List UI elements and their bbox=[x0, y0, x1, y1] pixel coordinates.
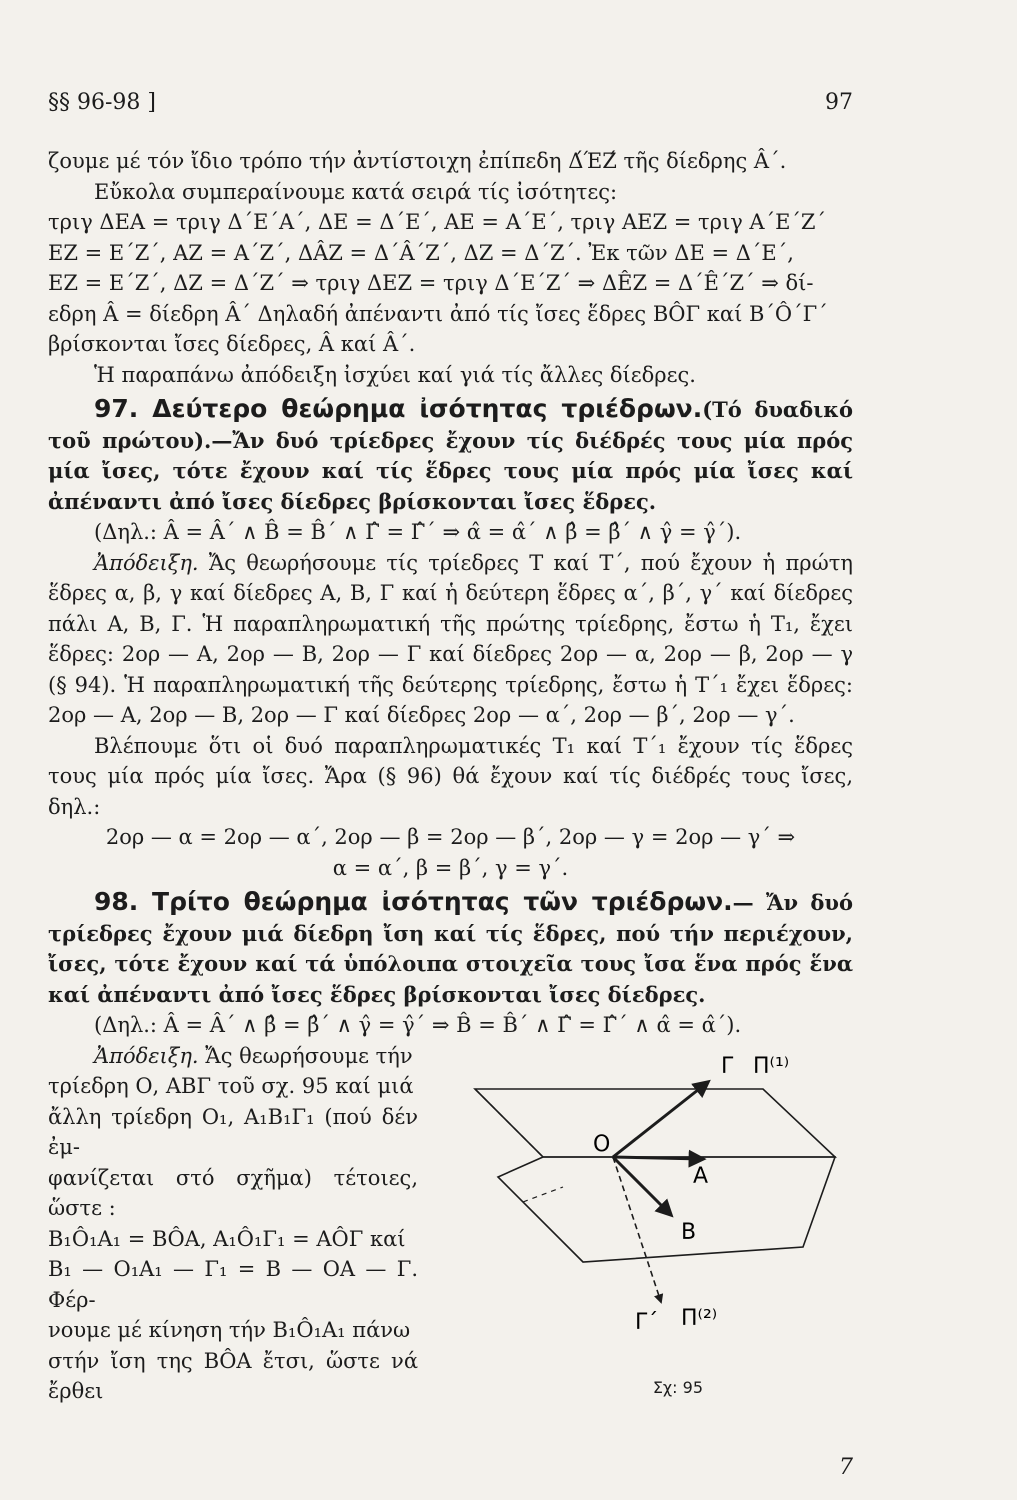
page-body bbox=[48, 146, 853, 1407]
label-p2: Π⁽²⁾ bbox=[681, 1305, 718, 1331]
label-g-prime: Γ΄ bbox=[635, 1309, 659, 1335]
proof-line: φανίζεται στό σχῆμα) τέτοιες, ὥστε : bbox=[48, 1165, 418, 1220]
theorem-97 bbox=[48, 394, 853, 517]
proof-text: Ἄς θεωρήσουμε τίς τρίεδρες Τ καί Τ΄, πού ἔχουν ἡ πρώτη ἕδρες α, β, γ καί δίεδρες Α, Β, Γ καί ἡ δεύτερη ἕδρες α΄, β΄, γ΄ καί δίεδρες πάλι Α, Β, Γ. Ἡ παραπληρωματική τῆς πρώτης τρίεδρης, ἔστω ἡ Τ₁, ἔχει ἕδρες: 2ορ — Α, 2ορ — Β, 2ορ — Γ καί δίεδρες 2ορ — α, 2ορ — β, 2ορ — γ (§ 94). Ἡ παραπληρωματική τῆς δεύτερης τρίεδρης, ἔστω ἡ Τ΄₁ ἔχει ἕδρες: 2ορ — Α, 2ορ — Β, 2ορ — Γ καί δίεδρες 2ορ — α΄, 2ορ — β΄, 2ορ — γ΄. bbox=[48, 550, 853, 727]
formula-97: (Δηλ.: Â = Â΄ ∧ B̂ = B̂΄ ∧ Γ̂ = Γ̂΄ ⇒ α̂ = α̂΄ ∧ β̂ = β̂΄ ∧ γ̂ = γ̂΄). bbox=[94, 520, 742, 544]
edge-og-prime bbox=[613, 1157, 661, 1302]
equation-line: τριγ ΔΕΑ = τριγ Δ΄Ε΄Α΄, ΔΕ = Δ΄Ε΄, ΑΕ = Α΄Ε΄, τριγ ΑΕΖ = τριγ Α΄Ε΄Ζ΄ bbox=[48, 210, 827, 234]
figure-95 bbox=[463, 1047, 853, 1407]
proof-line: ἄλλη τρίεδρη Ο₁, Α₁Β₁Γ₁ (πού δέν ἐμ- bbox=[48, 1104, 418, 1159]
paragraph: εδρη Â = δίεδρη Â΄ Δηλαδή ἀπέναντι ἀπό τίς ἴσες ἕδρες ΒÔΓ καί Β΄Ô΄Γ΄ bbox=[48, 301, 828, 326]
proof-with-figure bbox=[48, 1041, 853, 1407]
proof-line: τρίεδρη Ο, ΑΒΓ τοῦ σχ. 95 καί μιά bbox=[48, 1074, 414, 1098]
figure-caption: Σχ: 95 bbox=[652, 1377, 703, 1397]
section-ref: §§ 96-98 ] bbox=[48, 90, 156, 115]
section-97-statement: (Τό δυαδικό τοῦ πρώτου).—Ἄν δυό τρίεδρες ἔχουν τίς διέδρές τους μία πρός μία ἴσες, τότε ἔχουν καί τίς ἕδρες τους μία πρός μία ἴσες καί ἀπέναντι ἀπό ἴσες δίεδρες βρίσκονται ἴσες ἕδρες. bbox=[48, 397, 853, 514]
formula-98: (Δηλ.: Â = Â΄ ∧ β̂ = β̂΄ ∧ γ̂ = γ̂΄ ⇒ B̂ = B̂΄ ∧ Γ̂ = Γ̂΄ ∧ α̂ = α̂΄). bbox=[94, 1013, 742, 1037]
proof-97 bbox=[48, 548, 853, 731]
section-98-title: 98. Τρίτο θεώρημα ἰσότητας τῶν τριέδρων. bbox=[94, 887, 733, 916]
proof-line: Β₁ — Ο₁Α₁ — Γ₁ = Β — ΟΑ — Γ. Φέρ- bbox=[48, 1257, 418, 1312]
equation-line: α = α΄, β = β΄, γ = γ΄. bbox=[332, 855, 569, 880]
section-97-title: 97. Δεύτερο θεώρημα ἰσότητας τριέδρων. bbox=[94, 394, 703, 423]
page bbox=[48, 80, 853, 1480]
section-98-statement: — Ἄν δυό τρίεδρες ἔχουν μιά δίεδρη ἴση καί τίς ἕδρες, πού τήν περιέχουν, ἴσες, τότε ἔχουν καί τά ὑπόλοιπα στοιχεῖα τους ἴσα ἕνα πρός ἕνα καί ἀπέναντι ἀπό ἴσες ἕδρες βρίσκονται ἴσες δίεδρες. bbox=[48, 890, 853, 1007]
page-number: 97 bbox=[825, 90, 853, 115]
paragraph: Ἡ παραπάνω ἀπόδειξη ἰσχύει καί γιά τίς ἄλλες δίεδρες. bbox=[94, 362, 696, 387]
running-header bbox=[48, 90, 853, 126]
edge-og bbox=[613, 1082, 708, 1157]
label-o: Ο bbox=[593, 1131, 611, 1157]
label-g: Γ bbox=[721, 1053, 734, 1079]
proof-line: Β₁Ô₁Α₁ = ΒÔΑ, Α₁Ô₁Γ₁ = ΑÔΓ καί bbox=[48, 1226, 406, 1251]
equation-line: 2ορ — α = 2ορ — α΄, 2ορ — β = 2ορ — β΄, 2ορ — γ = 2ορ — γ΄ ⇒ bbox=[105, 825, 796, 849]
proof-line: στήν ἴση της ΒÔΑ ἔτσι, ὥστε νά ἔρθει bbox=[48, 1348, 418, 1403]
paragraph: Εὔκολα συμπεραίνουμε κατά σειρά τίς ἰσότητες: bbox=[94, 179, 618, 204]
edge-oa bbox=[613, 1157, 703, 1159]
proof-line: Ἀπόδειξη. Ἄς θεωρήσουμε τήν bbox=[94, 1043, 413, 1068]
edge-ob bbox=[613, 1157, 671, 1215]
theorem-98 bbox=[48, 887, 853, 1010]
proof-label: Ἀπόδειξη. bbox=[94, 1043, 199, 1068]
paragraph: ζουμε μέ τόν ἴδιο τρόπο τήν ἀντίστοιχη ἐπίπεδη Δ́ΈΖ́ τῆς δίεδρης Â΄. bbox=[48, 149, 787, 173]
proof-97-continued: Βλέπουμε ὅτι οἱ δυό παραπληρωματικές Τ₁ καί Τ΄₁ ἔχουν τίς ἕδρες τους μία πρός μία ἴσες. Ἄρα (§ 96) θά ἔχουν καί τίς διέδρές τους ἴσες, δηλ.: bbox=[48, 733, 853, 819]
paragraph: βρίσκονται ἴσες δίεδρες, Â καί Â΄. bbox=[48, 332, 416, 356]
trihedral-diagram bbox=[463, 1047, 853, 1377]
label-a: Α bbox=[693, 1163, 709, 1189]
proof-98 bbox=[48, 1041, 418, 1407]
proof-label: Ἀπόδειξη. bbox=[94, 550, 199, 575]
label-b: Β bbox=[681, 1219, 697, 1245]
equation-line: ΕΖ = Ε΄Ζ΄, ΔΖ = Δ΄Ζ΄ ⇒ τριγ ΔΕΖ = τριγ Δ΄Ε΄Ζ΄ ⇒ ΔÊΖ = Δ΄Ê΄Ζ΄ ⇒ δί- bbox=[48, 271, 814, 295]
footer-mark: 7 bbox=[839, 1455, 853, 1480]
equation-line: ΕΖ = Ε΄Ζ΄, ΑΖ = Α΄Ζ΄, ΔÂΖ = Δ΄Â΄Ζ΄, ΔΖ = Δ΄Ζ΄. Ἐκ τῶν ΔΕ = Δ΄Ε΄, bbox=[48, 240, 794, 265]
proof-line: νουμε μέ κίνηση τήν Β₁Ô₁Α₁ πάνω bbox=[48, 1318, 411, 1342]
label-p1: Π⁽¹⁾ bbox=[753, 1053, 790, 1079]
